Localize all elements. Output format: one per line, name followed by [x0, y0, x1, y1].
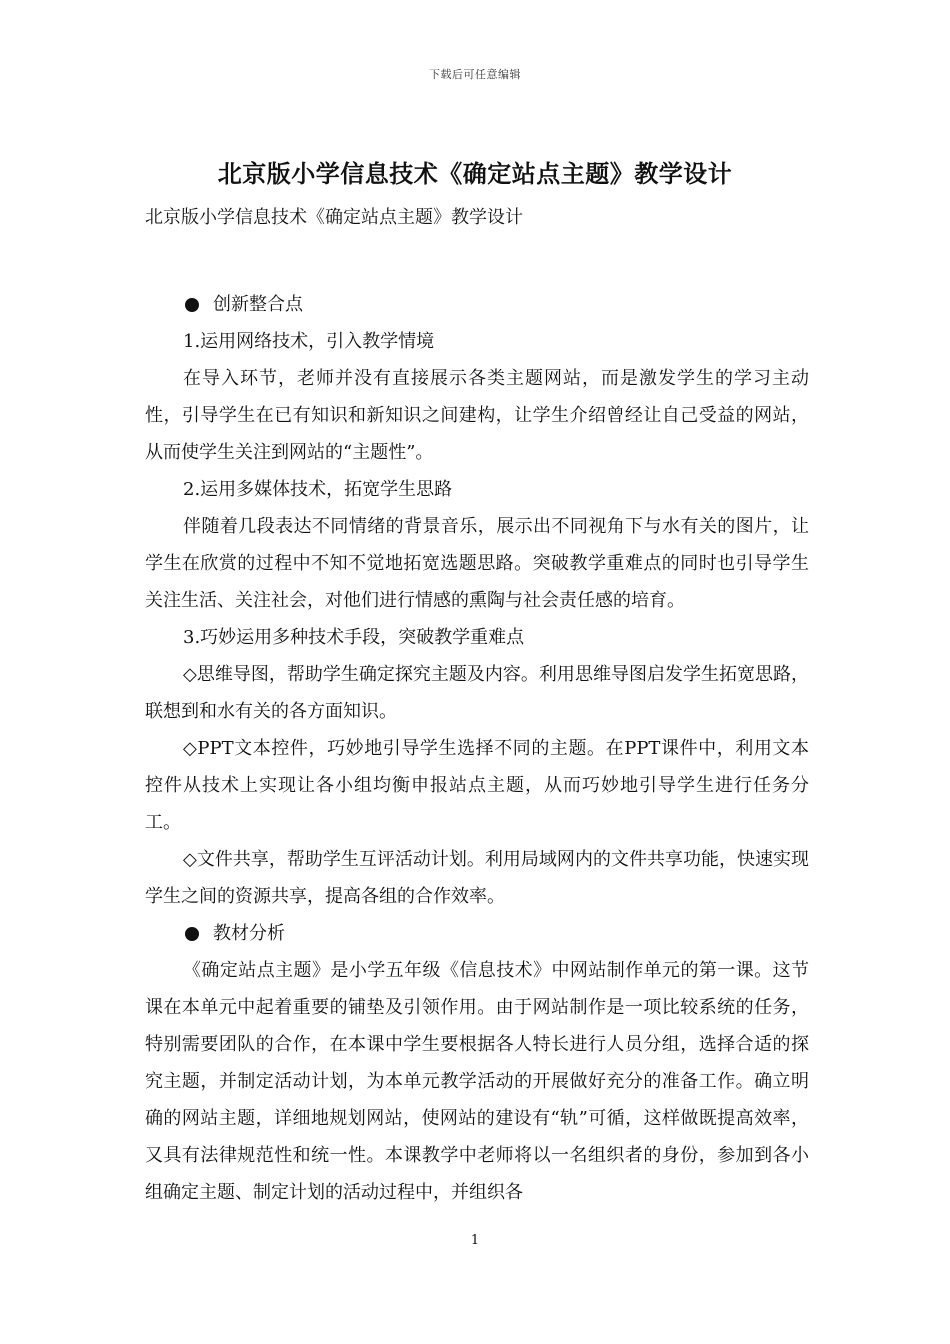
section-heading-text: 创新整合点	[213, 294, 303, 315]
paragraph: ◇PPT文本控件，巧妙地引导学生选择不同的主题。在PPT课件中，利用文本控件从技术上实现让各小组均衡申报站点主题，从而巧妙地引导学生进行任务分工。	[145, 738, 809, 833]
bullet-icon	[185, 927, 199, 941]
spacer	[145, 236, 809, 286]
document-title: 北京版小学信息技术《确定站点主题》教学设计	[217, 159, 733, 188]
paragraph: 《确定站点主题》是小学五年级《信息技术》中网站制作单元的第一课。这节课在本单元中起着重要的铺垫及引领作用。由于网站制作是一项比较系统的任务，特别需要团队的合作，在本课中学生要根据各人特长进行人员分组，选择合适的探究主题，并制定活动计划，为本单元教学活动的开展做好充分的准备工作。确立明确的网站主题，详细地规划网站，使网站的建设有“轨”可循，这样做既提高效率，又具有法律规范性和统一性。本课教学中老师将以一名组织者的身份，参加到各小组确定主题、制定计划的活动过程中，并组织各	[145, 960, 809, 1203]
document-subtitle: 北京版小学信息技术《确定站点主题》教学设计	[145, 207, 523, 228]
header-note: 下载后可任意编辑	[429, 68, 521, 81]
paragraph: 在导入环节，老师并没有直接展示各类主题网站，而是激发学生的学习主动性，引导学生在已有知识和新知识之间建构，让学生介绍曾经让自己受益的网站，从而使学生关注到网站的“主题性”。	[145, 368, 809, 463]
paragraph: ◇文件共享，帮助学生互评活动计划。利用局域网内的文件共享功能，快速实现学生之间的资源共享，提高各组的合作效率。	[145, 849, 809, 907]
document-body	[145, 199, 809, 1211]
paragraph: ◇思维导图，帮助学生确定探究主题及内容。利用思维导图启发学生拓宽思路，联想到和水有关的各方面知识。	[145, 664, 809, 722]
section-heading-innovation	[145, 286, 809, 323]
section-heading-textbook-analysis	[145, 915, 809, 952]
paragraph: 伴随着几段表达不同情绪的背景音乐，展示出不同视角下与水有关的图片，让学生在欣赏的过程中不知不觉地拓宽选题思路。突破教学重难点的同时也引导学生关注生活、关注社会，对他们进行情感的熏陶与社会责任感的培育。	[145, 516, 809, 611]
item-title: 2.运用多媒体技术，拓宽学生思路	[183, 479, 453, 500]
item-title: 1.运用网络技术，引入教学情境	[183, 331, 435, 352]
page-number: 1	[470, 1233, 480, 1248]
item-title: 3.巧妙运用多种技术手段，突破教学重难点	[183, 627, 525, 648]
section-heading-text: 教材分析	[213, 923, 285, 944]
bullet-icon	[185, 298, 199, 312]
